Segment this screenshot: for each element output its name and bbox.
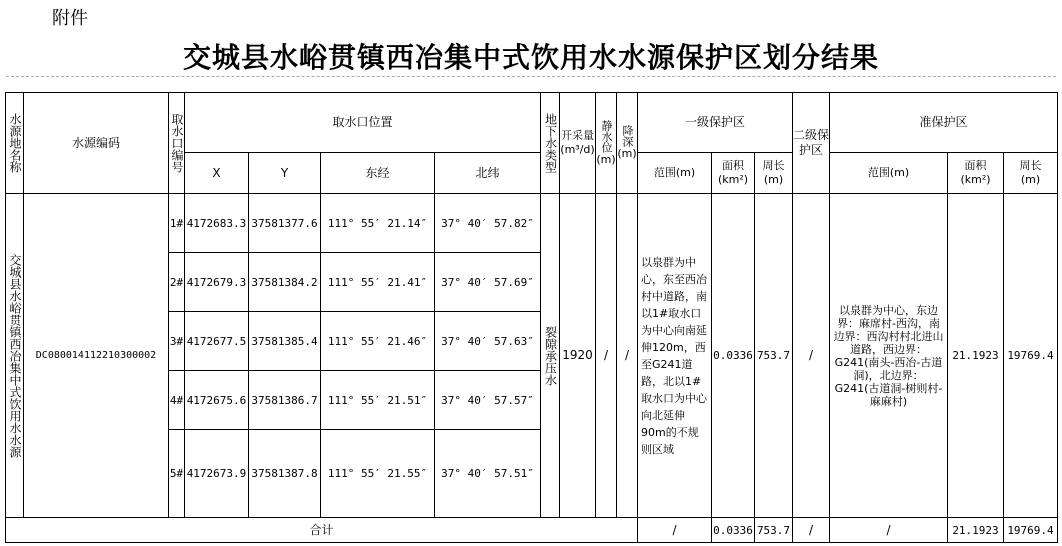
- header-level1-range: 范围(m): [638, 153, 712, 194]
- intake-latitude: 37° 40′ 57.69″: [435, 253, 541, 312]
- header-level1-perimeter-label: 周长: [762, 159, 785, 172]
- header-drawdown-unit: (m): [617, 147, 637, 160]
- total-level1-area: 0.0336: [712, 518, 755, 543]
- header-intake-no: 取水口编号: [169, 93, 185, 194]
- header-extraction-label: 开采量: [561, 129, 594, 142]
- source-name-cell: 交城县水峪贯镇西冶集中式饮用水水源: [6, 194, 24, 518]
- intake-longitude: 111° 55′ 21.14″: [321, 194, 435, 253]
- intake-no: 2#: [169, 253, 185, 312]
- intake-longitude: 111° 55′ 21.55″: [321, 430, 435, 518]
- header-static-level: [596, 93, 617, 194]
- intake-no: 5#: [169, 430, 185, 518]
- header-quasi-area: [948, 153, 1004, 194]
- header-intake-position: 取水口位置: [185, 93, 541, 153]
- protection-zone-table: [5, 92, 1058, 543]
- intake-longitude: 111° 55′ 21.41″: [321, 253, 435, 312]
- intake-y: 37581387.8: [249, 430, 321, 518]
- intake-longitude: 111° 55′ 21.51″: [321, 371, 435, 430]
- header-quasi-perimeter-label: 周长: [1019, 159, 1042, 172]
- header-level1-area-unit: (km²): [717, 173, 749, 186]
- header-level1-perimeter: [755, 153, 793, 194]
- header-static-level-label: 静水位: [600, 119, 613, 153]
- intake-x: 4172683.3: [185, 194, 249, 253]
- header-level1: 一级保护区: [638, 93, 793, 153]
- header-latitude: 北纬: [435, 153, 541, 194]
- total-level2: /: [793, 518, 830, 543]
- total-quasi-area: 21.1923: [948, 518, 1004, 543]
- total-quasi-range: /: [830, 518, 948, 543]
- intake-no: 3#: [169, 312, 185, 371]
- header-groundwater-type: 地下水类型: [541, 93, 560, 194]
- header-level1-perimeter-unit: (m): [763, 173, 784, 186]
- level1-area-cell: 0.0336: [712, 194, 755, 518]
- intake-latitude: 37° 40′ 57.51″: [435, 430, 541, 518]
- source-code-cell: DC080014112210300002: [24, 194, 169, 518]
- header-quasi-area-label: 面积: [964, 159, 987, 172]
- quasi-perimeter-cell: 19769.4: [1004, 194, 1058, 518]
- header-drawdown-label: 降深: [621, 125, 634, 147]
- intake-x: 4172673.9: [185, 430, 249, 518]
- header-quasi: 准保护区: [830, 93, 1058, 153]
- header-drawdown: [617, 93, 638, 194]
- header-quasi-perimeter-unit: (m): [1020, 173, 1041, 186]
- intake-no: 1#: [169, 194, 185, 253]
- level2-cell: /: [793, 194, 830, 518]
- static-level-cell: /: [596, 194, 617, 518]
- attachment-label: 附件: [52, 8, 88, 29]
- header-longitude: 东经: [321, 153, 435, 194]
- header-quasi-area-unit: (km²): [960, 173, 991, 186]
- header-static-level-unit: (m): [596, 152, 616, 166]
- intake-latitude: 37° 40′ 57.82″: [435, 194, 541, 253]
- quasi-range-cell: 以泉群为中心，东边界：麻席村-西沟，南边界：西沟村村北进山道路，西边界：G241(南头-西冶-古道洞)，北边界：G241(古道洞-树则村-麻麻村): [830, 194, 948, 518]
- intake-y: 37581386.7: [249, 371, 321, 430]
- intake-y: 37581377.6: [249, 194, 321, 253]
- drawdown-cell: /: [617, 194, 638, 518]
- intake-x: 4172679.3: [185, 253, 249, 312]
- header-source-code: 水源编码: [24, 93, 169, 194]
- header-quasi-range: 范围(m): [830, 153, 948, 194]
- dashed-divider: [6, 76, 1056, 77]
- header-extraction-unit: (m³/d): [560, 143, 595, 156]
- page-title: 交城县水峪贯镇西冶集中式饮用水水源保护区划分结果: [182, 41, 879, 74]
- intake-y: 37581384.2: [249, 253, 321, 312]
- intake-y: 37581385.4: [249, 312, 321, 371]
- quasi-area-cell: 21.1923: [948, 194, 1004, 518]
- header-y: Y: [249, 153, 321, 194]
- intake-latitude: 37° 40′ 57.63″: [435, 312, 541, 371]
- intake-x: 4172675.6: [185, 371, 249, 430]
- extraction-cell: 1920: [560, 194, 596, 518]
- groundwater-type-cell: 裂隙承压水: [541, 194, 560, 518]
- header-level2: 二级保护区: [793, 93, 830, 194]
- level1-perimeter-cell: 753.7: [755, 194, 793, 518]
- intake-longitude: 111° 55′ 21.46″: [321, 312, 435, 371]
- intake-latitude: 37° 40′ 57.57″: [435, 371, 541, 430]
- header-source-name: 水源地名称: [6, 93, 24, 194]
- total-level1-perimeter: 753.7: [755, 518, 793, 543]
- total-label: 合计: [6, 518, 638, 543]
- header-extraction: [560, 93, 596, 194]
- level1-range-cell: 以泉群为中心，东至西冶村中道路，南以1#取水口为中心向南延伸120m，西至G241道路，北以1#取水口为中心向北延伸90m的不规则区域: [638, 194, 712, 518]
- header-level1-area-label: 面积: [722, 159, 744, 172]
- header-x: X: [185, 153, 249, 194]
- header-level1-area: [712, 153, 755, 194]
- total-level1-range: /: [638, 518, 712, 543]
- intake-x: 4172677.5: [185, 312, 249, 371]
- total-quasi-perimeter: 19769.4: [1004, 518, 1058, 543]
- intake-no: 4#: [169, 371, 185, 430]
- header-quasi-perimeter: [1004, 153, 1058, 194]
